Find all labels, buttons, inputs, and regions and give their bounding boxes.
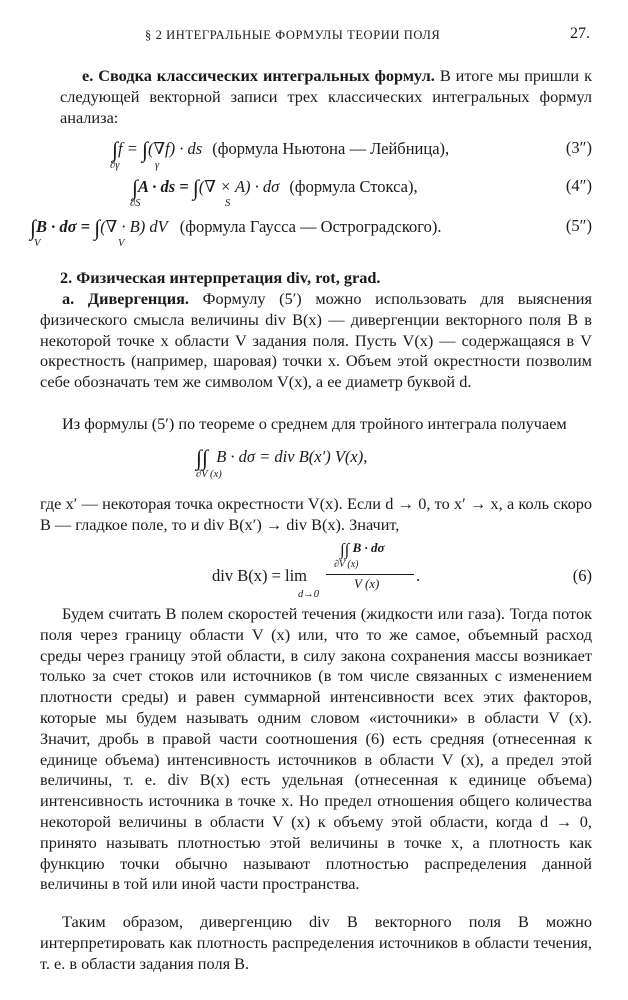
paragraph-divergence	[40, 289, 592, 393]
running-head-title: § 2 ИНТЕГРАЛЬНЫЕ ФОРМУЛЫ ТЕОРИИ ПОЛЯ	[145, 28, 441, 42]
formula-5-rhs: (∇ · B) dV	[100, 217, 168, 236]
integral-sign: ∫	[142, 137, 149, 162]
formula-5-tag: (5″)	[565, 216, 592, 235]
formula-5-sub-rhs: V	[118, 238, 125, 249]
formula-6-num-sub: ∂V (x)	[334, 559, 359, 570]
formula-3-tag: (3″)	[565, 138, 592, 157]
formula-3	[112, 137, 449, 163]
formula-4-rhs: (∇ × A) · dσ	[198, 177, 280, 196]
formula-3-sub-lhs: ∂γ	[110, 160, 120, 171]
formula-5	[30, 215, 442, 241]
integral-sign: ∫	[132, 175, 139, 200]
page-number: 27.	[570, 25, 590, 42]
integral-sign: ∫	[192, 175, 199, 200]
integral-sign: ∫	[94, 215, 101, 240]
formula-6-numerator-text: B · dσ	[352, 540, 385, 555]
formula-4	[132, 175, 418, 201]
formula-4-lhs: A · ds =	[138, 177, 193, 196]
formula-5-lhs: B · dσ =	[36, 217, 95, 236]
integral-sign: ∫	[112, 137, 119, 162]
formula-4-sub-lhs: ∂S	[130, 198, 141, 209]
formula-3-rhs: (∇f) · ds	[148, 139, 203, 158]
integral-sign: ∫	[30, 215, 37, 240]
section-e-text: В итоге мы пришли к следующей векторной записи трех классических интегральных формул анализа:	[60, 66, 592, 127]
formula-5-note: (формула Гаусса — Остроградского).	[179, 217, 442, 236]
formula-mean-body: B · dσ = div B(x′) V(x),	[216, 447, 368, 466]
paragraph-mean-value: Из формулы (5′) по теореме о среднем для тройного интеграла получаем	[62, 414, 567, 433]
formula-6-fraction	[326, 540, 416, 600]
running-head	[40, 25, 590, 48]
paragraph-limit: где x′ — некоторая точка окрестности V(x). Если d → 0, то x′ → x, а коль скоро B — гладкое поле, то и div B(x′) → div B(x). Значит,	[40, 494, 592, 534]
paragraph-flow: Будем считать B полем скоростей течения (жидкости или газа). Тогда поток поля через границу области V (x) или, что то же самое, объемный расход среды через границу этой области, в силу закона сохранения массы возникает только за счет стоков или источников (в том числе связанных с изменением плотности среды) и равен суммарной интенсивности всех этих факторов, которые мы будем называть одним словом «источники» в области V (x). Значит, дробь в правой части соотношения (6) есть средняя (отнесенная к единице объема) интенсивность источников в области V (x), а предел этой величины, т. е. div B(x) есть удельная (отнесенная к единице объема) интенсивность источника в точке x. Но предел отношения общего количества некоторой величины в области V (x) к объему этой области, когда d → 0, принято называть плотностью этой величины в точке x, а плотность как функцию точки обычно называют плотностью распределения данной величины в той или иной части пространства.	[40, 604, 592, 894]
paragraph-divergence-heading: а. Дивергенция.	[62, 289, 189, 308]
formula-6-denominator: V (x)	[354, 576, 380, 591]
section-2-heading: 2. Физическая интерпретация div, rot, grad.	[60, 268, 381, 287]
formula-5-sub-lhs: V	[34, 238, 41, 249]
formula-4-note: (формула Стокса),	[289, 177, 418, 196]
formula-4-sub-rhs: S	[225, 198, 231, 209]
formula-6-numerator	[340, 540, 385, 560]
formula-6-tag: (6)	[572, 566, 592, 585]
section-e-heading: е. Сводка классических интегральных формул.	[82, 66, 435, 85]
formula-6-lim-sub: d→0	[298, 589, 319, 600]
integral-sign: ∫∫	[196, 445, 209, 470]
formula-mean-value	[196, 445, 367, 471]
formula-3-lhs: f =	[118, 139, 142, 158]
formula-mean-sub: ∂V (x)	[196, 469, 222, 480]
formula-6-period: .	[416, 566, 421, 585]
formula-3-sub-rhs: γ	[155, 160, 160, 171]
fraction-bar	[326, 574, 414, 575]
formula-4-tag: (4″)	[565, 176, 592, 195]
paragraph-conclusion: Таким образом, дивергенцию div B векторного поля B можно интерпретировать как плотность распределения источников в области течения, т. е. в области задания поля B.	[40, 912, 592, 973]
integral-sign: ∫∫	[340, 540, 350, 559]
formula-6-lhs: div B(x) = lim	[212, 566, 308, 585]
formula-3-note: (формула Ньютона — Лейбница),	[212, 139, 450, 158]
paragraph-divergence-text: Формулу (5′) можно использовать для выяснения физического смысла величины div B(x) — дивергенции векторного поля B в некоторой точке x области V задания поля. Пусть V(x) — содержащаяся в V окрестность (например, шаровая) точки x. Объем этой окрестности позволим себе обозначать тем же символом V(x), а ее диаметр буквой d.	[40, 289, 592, 392]
section-e-paragraph	[60, 66, 592, 128]
